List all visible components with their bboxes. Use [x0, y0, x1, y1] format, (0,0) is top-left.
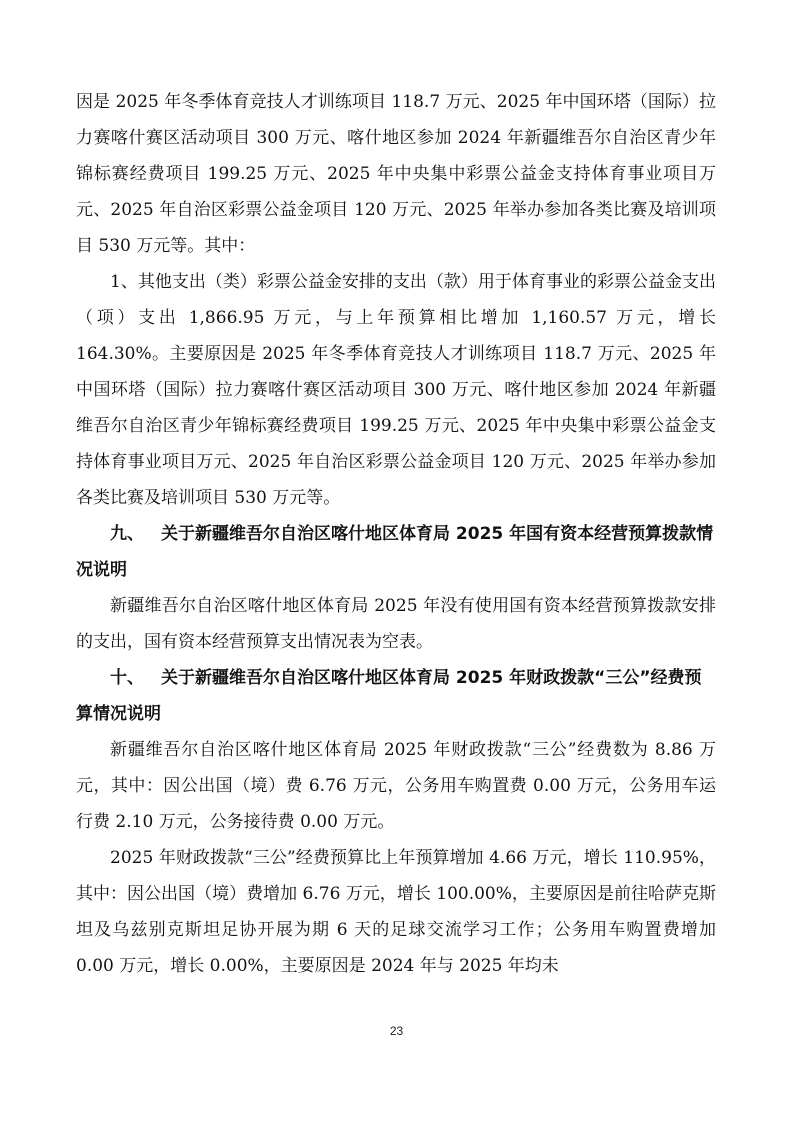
paragraph-three-public-total: 新疆维吾尔自治区喀什地区体育局 2025 年财政拨款“三公”经费数为 8.86 万元，其中：因公出国（境）费 6.76 万元，公务用车购置费 0.00 万元，公务用车运行费 2.10 万元，公务接待费 0.00 万元。: [76, 740, 716, 832]
document-body: [76, 84, 716, 984]
paragraph-state-capital: 新疆维吾尔自治区喀什地区体育局 2025 年没有使用国有资本经营预算拨款安排的支出，国有资本经营预算支出情况表为空表。: [76, 596, 716, 652]
paragraph-lottery-fund: 1、其他支出（类）彩票公益金安排的支出（款）用于体育事业的彩票公益金支出（项）支出 1,866.95 万元，与上年预算相比增加 1,160.57 万元，增长 164.30%。主要原因是 2025 年冬季体育竞技人才训练项目 118.7 万元、2025 年中国环塔（国际）拉力赛喀什赛区活动项目 300 万元、喀什地区参加 2024 年新疆维吾尔自治区青少年锦标赛经费项目 199.25 万元、2025 年中央集中彩票公益金支持体育事业项目万元、2025 年自治区彩票公益金项目 120 万元、2025 年举办参加各类比赛及培训项目 530 万元等。: [76, 272, 716, 508]
paragraph-continued: 因是 2025 年冬季体育竞技人才训练项目 118.7 万元、2025 年中国环塔（国际）拉力赛喀什赛区活动项目 300 万元、喀什地区参加 2024 年新疆维吾尔自治区青少年锦标赛经费项目 199.25 万元、2025 年中央集中彩票公益金支持体育事业项目万元、2025 年自治区彩票公益金项目 120 万元、2025 年举办参加各类比赛及培训项目 530 万元等。其中：: [76, 92, 716, 256]
section-heading-9: [76, 516, 716, 588]
section-number: 九、: [110, 524, 144, 544]
section-heading-text: 关于新疆维吾尔自治区喀什地区体育局 2025 年国有资本经营预算拨款情况说明: [76, 524, 714, 580]
section-heading-10: [76, 660, 716, 732]
page-number: 23: [389, 1024, 404, 1038]
section-heading-text: 关于新疆维吾尔自治区喀什地区体育局 2025 年财政拨款“三公”经费预算情况说明: [76, 668, 702, 724]
section-number: 十、: [110, 668, 144, 688]
paragraph-three-public-change: 2025 年财政拨款“三公”经费预算比上年预算增加 4.66 万元，增长 110.95%，其中：因公出国（境）费增加 6.76 万元，增长 100.00%，主要原因是前往哈萨克斯坦及乌兹别克斯坦足协开展为期 6 天的足球交流学习工作；公务用车购置费增加 0.00 万元，增长 0.00%，主要原因是 2024 年与 2025 年均未: [76, 848, 716, 976]
